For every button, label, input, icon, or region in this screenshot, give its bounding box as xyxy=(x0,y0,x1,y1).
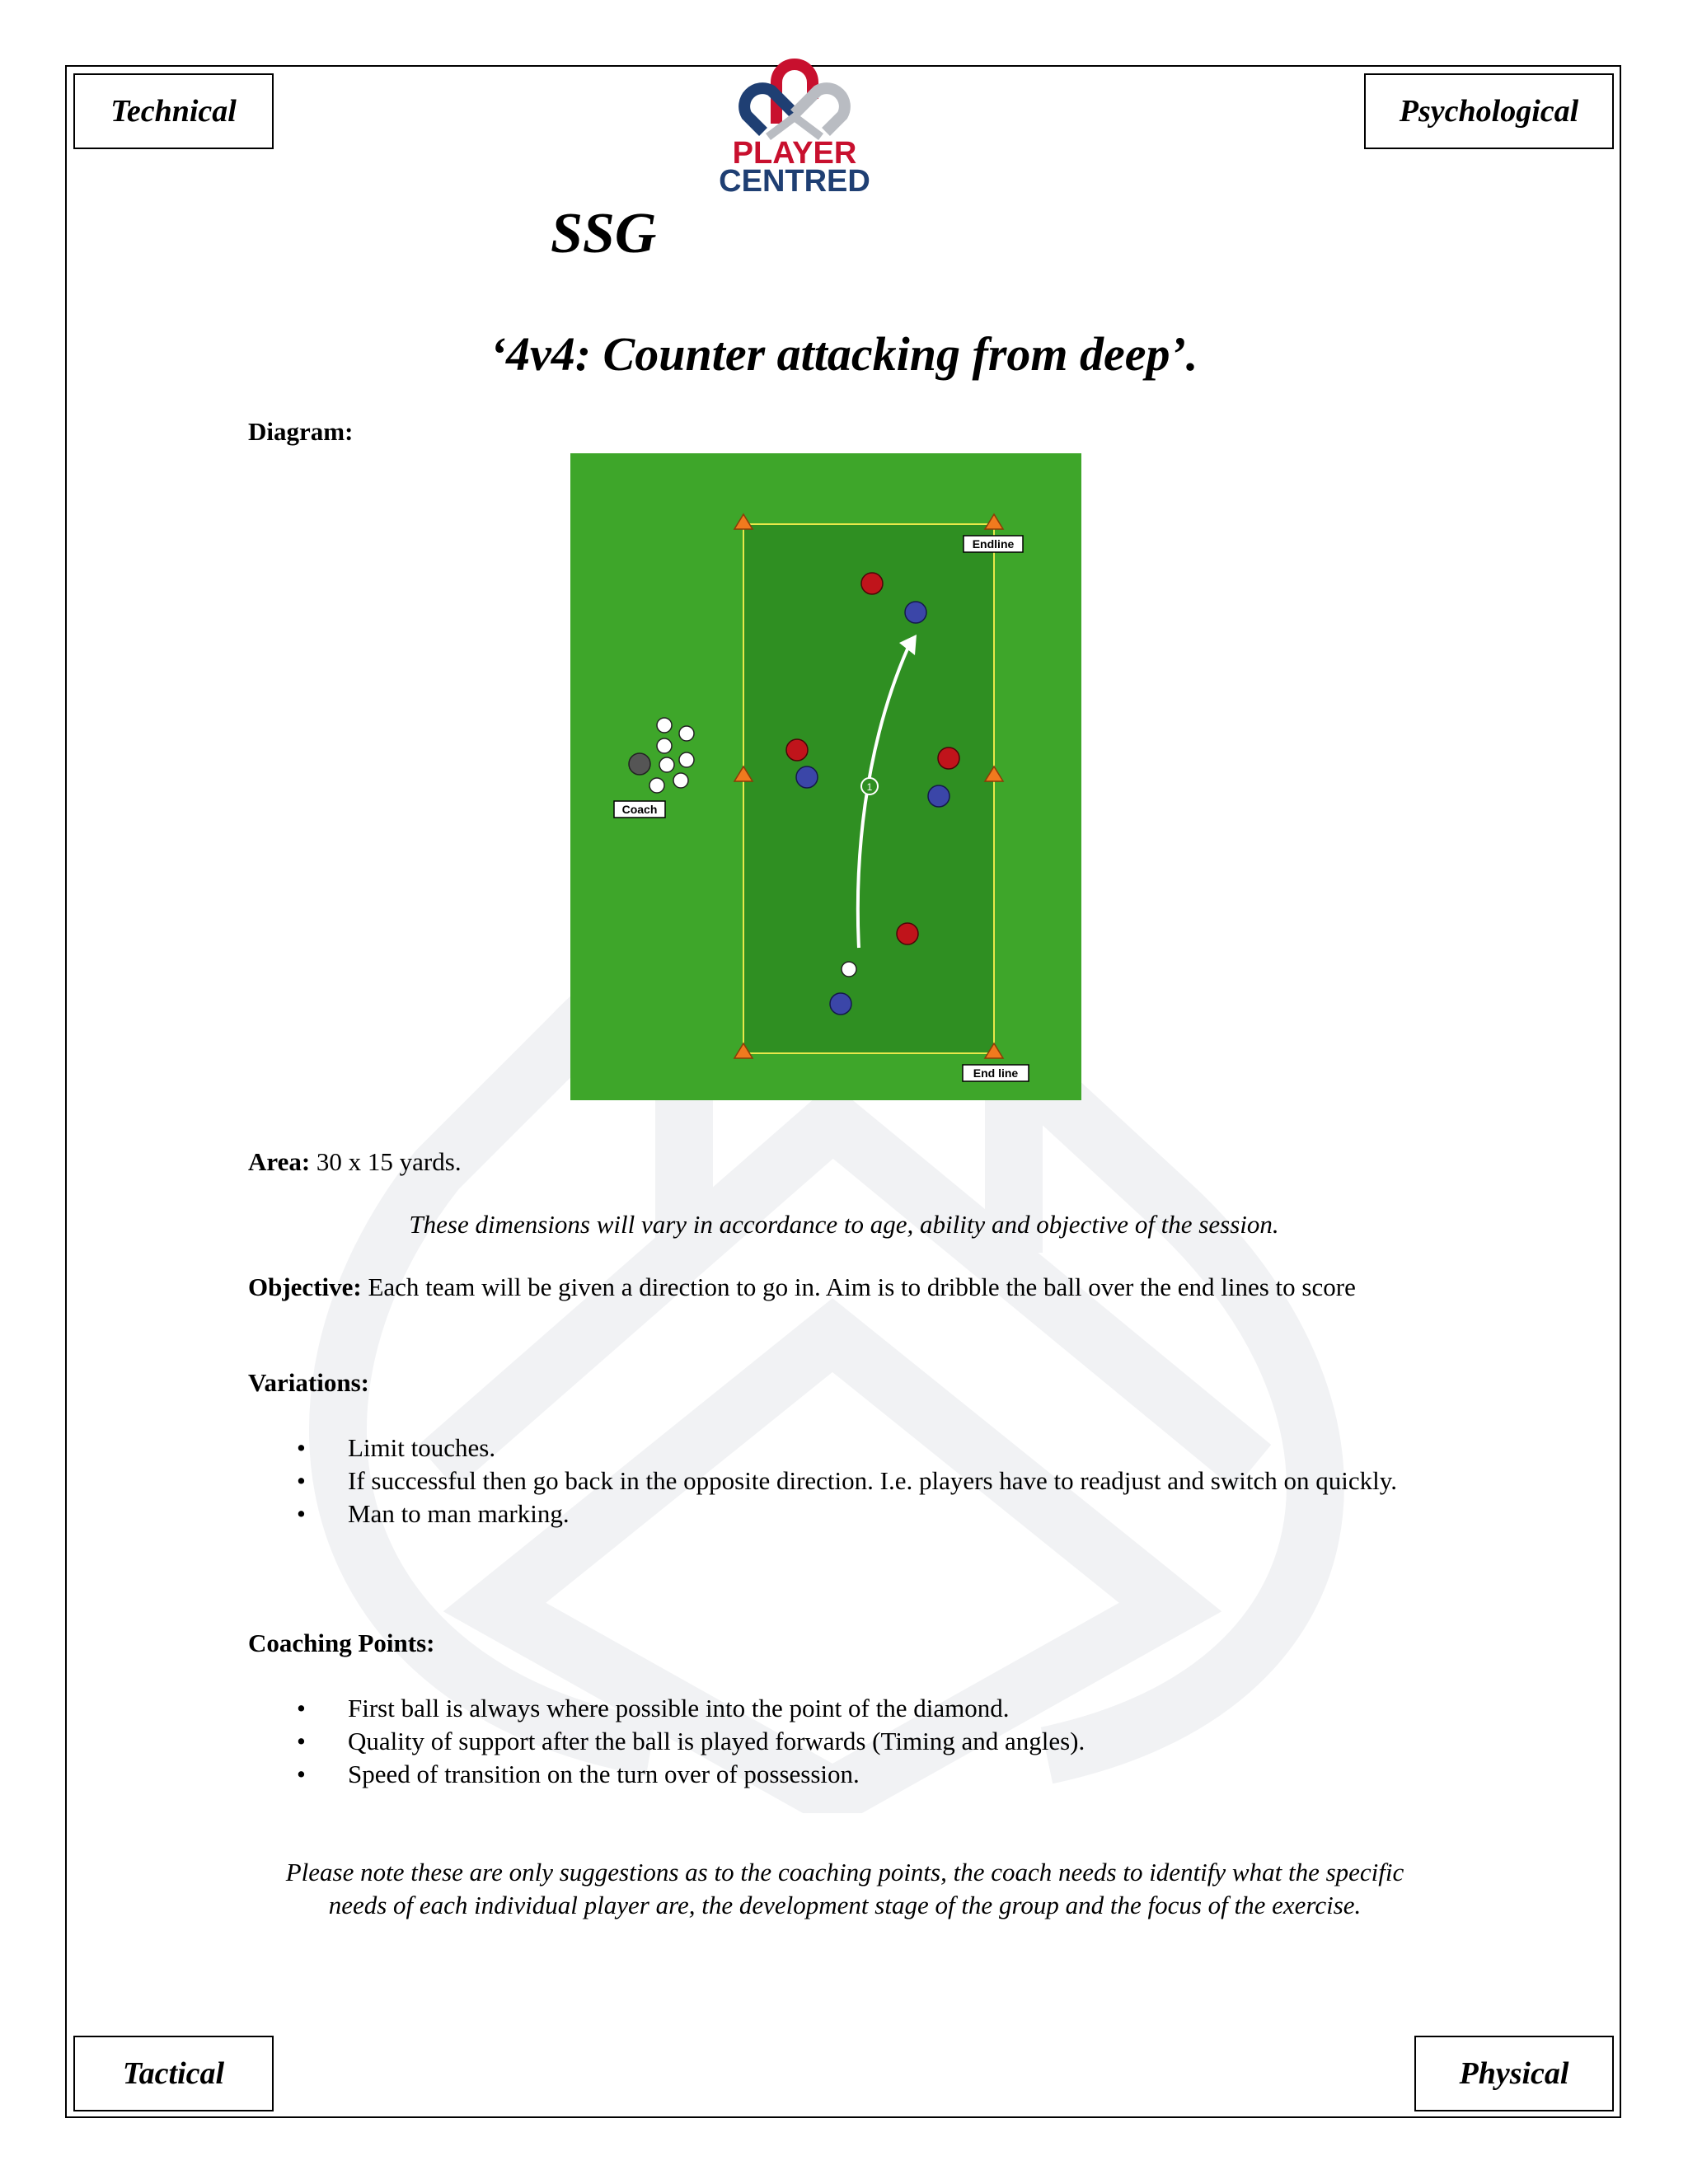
ball-icon xyxy=(649,778,664,793)
list-item: • Quality of support after the ball is played forwards (Timing and angles). xyxy=(249,1725,1419,1758)
player-centred-logo xyxy=(706,49,884,194)
ball-icon xyxy=(679,726,694,741)
coaching-points-heading: Coaching Points: xyxy=(248,1629,435,1657)
list-item: • If successful then go back in the opposite direction. I.e. players have to readjust and switch on quickly. xyxy=(249,1465,1419,1497)
ball-icon xyxy=(657,738,672,753)
ball-icon xyxy=(673,773,688,788)
area-label: Area: xyxy=(248,1147,311,1176)
corner-tactical: Tactical xyxy=(73,2036,274,2111)
red-player xyxy=(861,573,883,594)
corner-physical: Physical xyxy=(1414,2036,1614,2111)
diagram-label: Diagram: xyxy=(248,417,354,446)
red-player xyxy=(938,748,959,769)
ball-icon xyxy=(679,752,694,767)
list-item: • Man to man marking. xyxy=(249,1497,1419,1530)
objective-text: Each team will be given a direction to go in. Aim is to dribble the ball over the end lines to score xyxy=(361,1272,1356,1301)
blue-player xyxy=(796,766,818,788)
logo-mark-icon xyxy=(744,64,845,137)
objective-paragraph xyxy=(248,1271,1418,1304)
endline-bottom-label: End line xyxy=(973,1066,1019,1080)
dimensions-note: These dimensions will vary in accordance to age, ability and objective of the session. xyxy=(409,1210,1279,1239)
ball-icon xyxy=(659,757,674,772)
blue-player xyxy=(928,785,950,807)
corner-technical: Technical xyxy=(73,73,274,149)
coach-marker xyxy=(629,753,650,775)
coach-label: Coach xyxy=(621,803,658,816)
session-type-heading: SSG xyxy=(551,202,657,265)
blue-player xyxy=(905,602,926,623)
blue-player xyxy=(830,993,851,1015)
red-player xyxy=(786,739,808,761)
coaching-disclaimer: Please note these are only suggestions as to the coaching points, the coach needs to identify what the specific needs of each individual player are, the development stage of the group and the focus of the exercise. xyxy=(285,1858,1404,1919)
endline-top-label: Endline xyxy=(972,537,1015,551)
ball-icon xyxy=(657,718,672,733)
page-title: ‘4v4: Counter attacking from deep’. xyxy=(490,327,1198,381)
coaching-points-list xyxy=(249,1692,1419,1791)
corner-psychological: Psychological xyxy=(1364,73,1614,149)
red-player xyxy=(897,923,918,944)
variations-list xyxy=(249,1432,1419,1530)
run-number: 1 xyxy=(866,781,873,793)
logo-line-player: PLAYER xyxy=(732,136,857,171)
logo-line-centred: CENTRED xyxy=(719,164,870,194)
variations-heading: Variations: xyxy=(248,1368,369,1397)
list-item: • Limit touches. xyxy=(249,1432,1419,1465)
ball-icon xyxy=(842,962,856,977)
list-item: • First ball is always where possible into the point of the diamond. xyxy=(249,1692,1419,1725)
area-line xyxy=(248,1146,462,1179)
objective-label: Objective: xyxy=(248,1272,362,1301)
pitch-diagram xyxy=(570,453,1081,1100)
area-value: 30 x 15 yards. xyxy=(310,1147,462,1176)
list-item: • Speed of transition on the turn over of possession. xyxy=(249,1758,1419,1791)
